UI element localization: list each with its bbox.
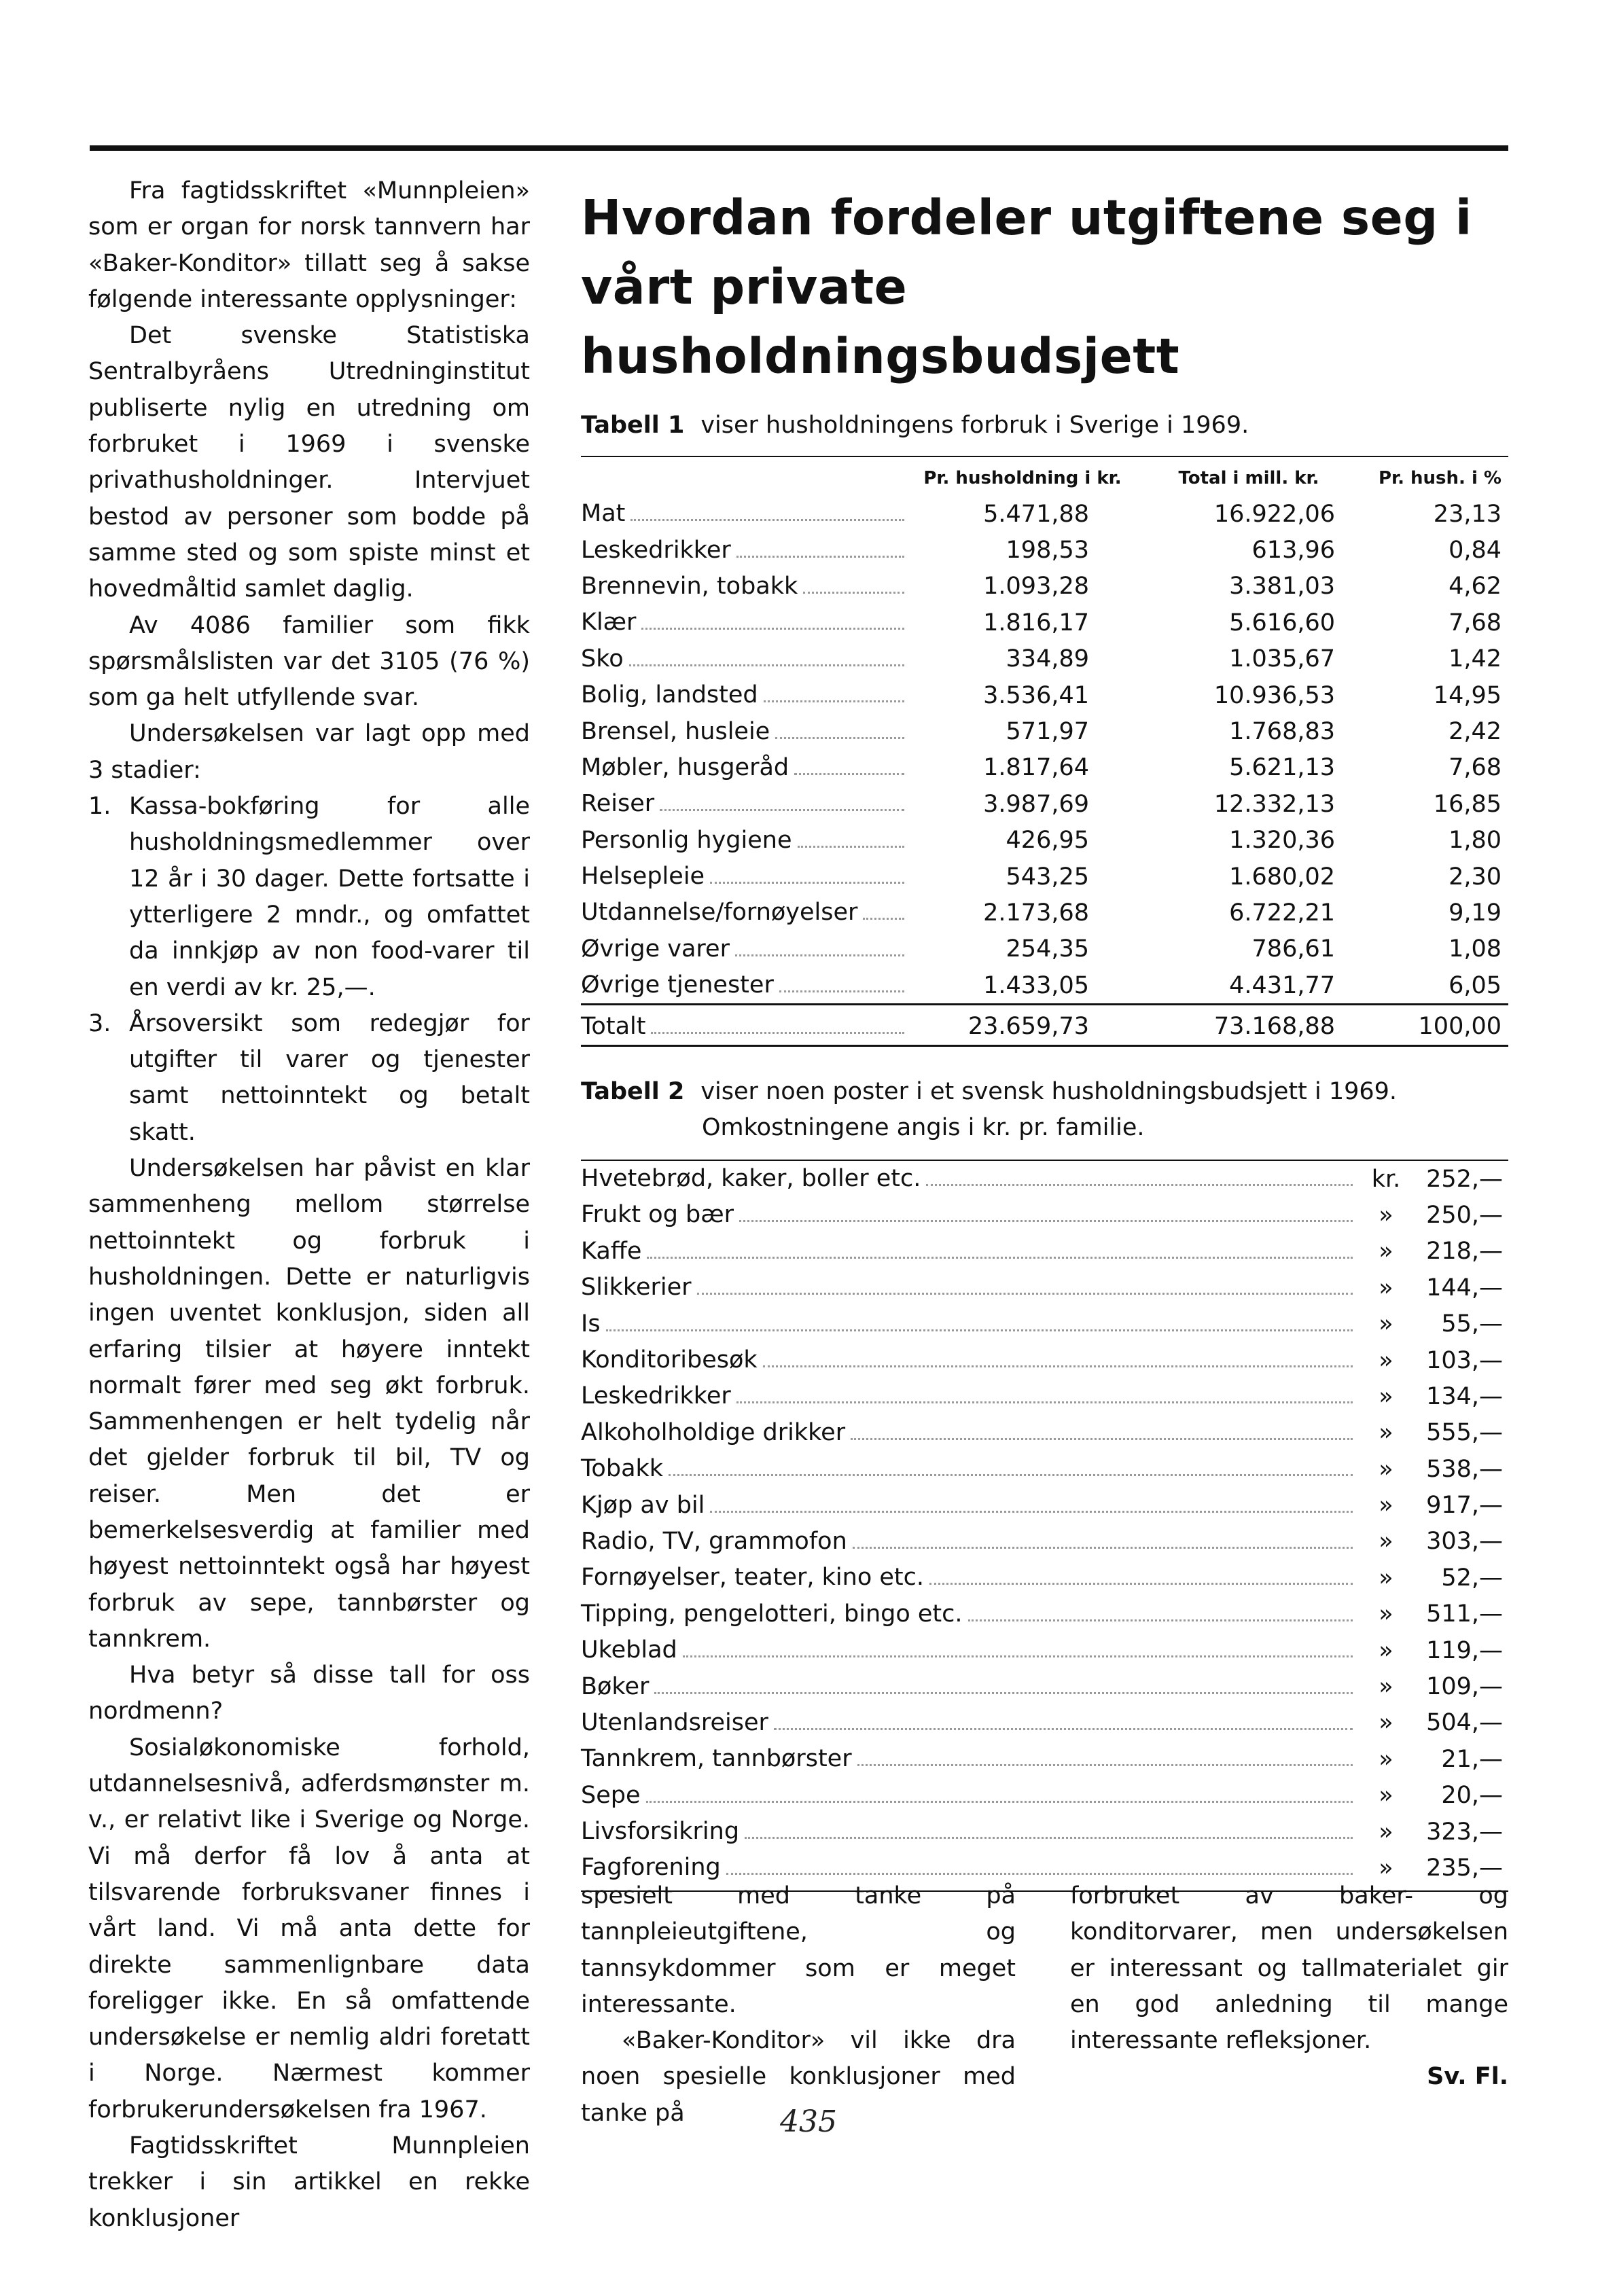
table1-label: Tabell 1 [581,412,685,439]
cell-currency: » [1379,1419,1393,1447]
article-headline: Hvordan fordeler utgiftene seg i vårt private husholdningsbudsjett [581,190,1472,384]
row-label: Møbler, husgeråd [581,753,789,781]
table-row [581,641,1508,677]
cell-amount: 511,— [1426,1600,1503,1628]
row-label: Utenlandsreiser [581,1708,768,1736]
table-row [581,823,1508,859]
row-label: Brennevin, tobakk [581,572,798,600]
cell-pct: 23,13 [1433,500,1502,528]
row-label: Bolig, landsted [581,681,758,709]
row-label: Brensel, husleie [581,717,770,745]
cell-amount: 252,— [1426,1165,1503,1193]
table-row [581,1560,1508,1596]
cell-pr-hush: 1.816,17 [983,609,1089,636]
cell-total: 4.431,77 [1229,971,1335,999]
cell-currency: » [1379,1782,1393,1810]
cell-pr-hush: 571,97 [1006,718,1089,746]
row-label: Klær [581,609,637,636]
cell-total: 1.680,02 [1229,863,1335,891]
row-label: Øvrige varer [581,935,730,963]
paragraph: Fagtidsskriftet Munnpleien trekker i sin artikkel en rekke konklusjoner [88,2132,530,2232]
row-label: Tannkrem, tannbørster [581,1745,852,1773]
table-row [581,1632,1508,1668]
table-row [581,1524,1508,1560]
cell-amount: 218,— [1426,1238,1503,1266]
list-item [88,1006,530,1151]
paragraph: Det svenske Statistiska Sentralbyråens Utredninginstitut publiserte nylig en utredning om forbruket i 1969 i svenske privathusholdninger. Intervjuet bestod av personer som bodde på samme sted og som spiste minst et hovedmåltid samlet daglig. [88,322,530,603]
cell-currency: » [1379,1455,1393,1483]
cell-total: 1.320,36 [1229,827,1335,855]
total-pct: 100,00 [1418,1013,1502,1041]
cell-currency: » [1379,1346,1393,1374]
budget-items-table [581,1161,1508,1886]
cell-pr-hush: 254,35 [1006,935,1089,963]
cell-pr-hush: 1.817,64 [983,754,1089,782]
cell-pr-hush: 1.093,28 [983,573,1089,600]
cell-amount: 52,— [1441,1564,1503,1592]
cell-pct: 9,19 [1449,899,1502,927]
cell-total: 16.922,06 [1213,500,1335,528]
list-number: 1. [88,793,111,821]
table-row [581,1814,1508,1850]
cell-pct: 14,95 [1433,681,1502,709]
table2-caption [581,1074,1508,1146]
cell-currency: » [1379,1274,1393,1302]
table2-label: Tabell 2 [581,1077,685,1105]
row-label: Alkoholholdige drikker [581,1418,846,1446]
row-label: Bøker [581,1672,650,1700]
row-label: Hvetebrød, kaker, boller etc. [581,1165,921,1193]
row-label: Fagforening [581,1854,721,1882]
paragraph: Hva betyr så disse tall for oss nordmenn? [88,1662,530,1725]
paragraph: Sosialøkonomiske forhold, utdannelsesnivå, adferdsmønster m. v., er relativt like i Sverige og Norge. Vi må derfor få lov å anta at tilsvarende forbruksvaner finnes i vårt land. Vi må anta dette for direkte sammenlignbare data foreligger ikke. En så omfattende undersøkelse er nemlig aldri foretatt i Norge. Nærmest kommer forbrukerundersøkelsen fra 1967. [88,1734,530,2123]
row-label: Sepe [581,1781,641,1809]
cell-pct: 6,05 [1449,971,1502,999]
row-label: Tipping, pengelotteri, bingo etc. [581,1600,963,1628]
cell-pct: 7,68 [1449,754,1502,782]
consumption-table-body [581,496,1508,1003]
table-row [581,1596,1508,1632]
cell-pr-hush: 5.471,88 [983,500,1089,528]
cell-amount: 504,— [1426,1709,1503,1737]
cell-amount: 119,— [1426,1636,1503,1664]
budget-items-body [581,1161,1508,1886]
consumption-table [581,457,1508,1003]
row-label: Personlig hygiene [581,826,792,854]
cell-amount: 144,— [1426,1274,1503,1302]
table-row [581,1270,1508,1306]
cell-amount: 555,— [1426,1419,1503,1447]
cell-amount: 21,— [1441,1745,1503,1773]
row-label: Helsepleie [581,863,705,891]
cell-currency: » [1379,1745,1393,1773]
table-header-row [581,457,1508,496]
cell-currency: kr. [1371,1165,1401,1193]
intro-paragraph: Fra fagtidsskriftet «Munnpleien» som er organ for norsk tannvern har «Baker-Konditor» tillatt seg å sakse følgende interessante opplysninger: [88,177,530,313]
cell-currency: » [1379,1818,1393,1846]
cell-pct: 1,42 [1449,645,1502,673]
table2-caption-sub: Omkostningene angis i kr. pr. familie. [702,1113,1145,1141]
total-label: Totalt [581,1012,646,1040]
table-row [581,677,1508,713]
cell-amount: 917,— [1426,1492,1503,1520]
right-bottom-column [1070,1878,1508,2096]
row-label: Leskedrikker [581,1382,731,1410]
table1-caption [581,408,1508,444]
cell-total: 5.616,60 [1229,609,1335,636]
stages-list [88,789,530,1151]
cell-currency: » [1379,1600,1393,1628]
right-column [581,183,1508,1892]
row-label: Radio, TV, grammofon [581,1527,847,1555]
cell-pct: 0,84 [1449,537,1502,564]
row-label: Slikkerier [581,1274,692,1302]
table-row [581,1705,1508,1741]
cell-currency: » [1379,1238,1393,1266]
cell-amount: 250,— [1426,1201,1503,1229]
cell-pct: 7,68 [1449,609,1502,636]
cell-total: 3.381,03 [1229,573,1335,600]
cell-amount: 303,— [1426,1528,1503,1556]
cell-pr-hush: 2.173,68 [983,899,1089,927]
cell-amount: 134,— [1426,1382,1503,1410]
column-header: Pr. husholdning i kr. [923,468,1122,488]
table-row [581,1197,1508,1233]
cell-amount: 109,— [1426,1673,1503,1701]
table-row [581,1668,1508,1704]
row-label: Mat [581,500,626,528]
list-text: Årsoversikt som redegjør for utgifter til varer og tjenester samt nettoinntekt og betalt skatt. [129,1009,530,1146]
consumption-total [581,1005,1508,1044]
cell-total: 6.722,21 [1229,899,1335,927]
row-label: Reiser [581,790,655,818]
cell-amount: 323,— [1426,1818,1503,1846]
cell-currency: » [1379,1310,1393,1338]
table-row [581,1778,1508,1814]
top-rule [90,145,1508,151]
cell-pct: 1,80 [1449,827,1502,855]
cell-pct: 2,30 [1449,863,1502,891]
row-label: Konditoribesøk [581,1346,758,1374]
list-item [88,789,530,1006]
cell-total: 613,96 [1251,537,1335,564]
cell-pr-hush: 543,25 [1006,863,1089,891]
total-total: 73.168,88 [1213,1013,1335,1041]
table-row [581,532,1508,568]
table-row [581,1342,1508,1378]
cell-pct: 1,08 [1449,935,1502,963]
row-label: Frukt og bær [581,1201,734,1229]
left-column [88,173,530,2237]
row-label: Tobakk [581,1455,664,1483]
cell-amount: 103,— [1426,1346,1503,1374]
paragraph: Undersøkelsen var lagt opp med 3 stadier: [88,720,530,784]
list-number: 3. [88,1009,111,1037]
table-row [581,1306,1508,1342]
row-label: Utdannelse/fornøyelser [581,899,858,927]
table-row [581,1378,1508,1414]
cell-pct: 2,42 [1449,718,1502,746]
row-label: Sko [581,645,624,672]
cell-currency: » [1379,1492,1393,1520]
paragraph: spesielt med tanke på tannpleieutgiftene, og tannsykdommer som er meget interessante. [581,1882,1016,2018]
table-row [581,931,1508,967]
table1-bottom-rule [581,1045,1508,1047]
middle-bottom-column [581,1878,1016,2132]
table-row [581,569,1508,605]
paragraph: forbruket av baker- og konditorvarer, men undersøkelsen er interessant og tallmaterialet gir en god anledning til mange interessante refleksjoner. [1070,1882,1508,2055]
row-label: Ukeblad [581,1636,677,1664]
cell-total: 12.332,13 [1213,790,1335,818]
table-row [581,1415,1508,1451]
table-row [581,1741,1508,1777]
table-row [581,605,1508,641]
table2-caption-text: viser noen poster i et svensk husholdningsbudsjett i 1969. [700,1077,1398,1105]
row-label: Øvrige tjenester [581,971,774,999]
column-header: Pr. hush. i % [1378,468,1502,488]
table-row [581,859,1508,895]
cell-total: 1.768,83 [1229,718,1335,746]
table-row [581,1451,1508,1487]
cell-pct: 16,85 [1433,790,1502,818]
cell-pr-hush: 334,89 [1006,645,1089,673]
table1-caption-text: viser husholdningens forbruk i Sverige i 1969. [700,412,1249,439]
cell-pct: 4,62 [1449,573,1502,600]
row-label: Leskedrikker [581,536,731,564]
cell-currency: » [1379,1636,1393,1664]
page-number: 435 [780,2104,837,2139]
table-row [581,967,1508,1003]
table-row [581,1161,1508,1197]
author-signature: Sv. Fl. [1427,2063,1508,2091]
column-header: Total i mill. kr. [1178,468,1319,488]
list-text: Kassa-bokføring for alle husholdningsmedlemmer over 12 år i 30 dager. Dette fortsatte i ytterligere 2 mndr., og omfattet da innkjøp av non food-varer til en verdi av kr. 25,—. [129,793,530,1001]
cell-amount: 538,— [1426,1455,1503,1483]
cell-currency: » [1379,1564,1393,1592]
total-pr-hush: 23.659,73 [967,1013,1089,1041]
cell-pr-hush: 3.987,69 [983,790,1089,818]
paragraph: «Baker-Konditor» vil ikke dra noen spesielle konklusjoner med tanke på [581,2027,1016,2127]
cell-pr-hush: 1.433,05 [983,971,1089,999]
cell-total: 786,61 [1251,935,1335,963]
table-row [581,750,1508,786]
cell-total: 10.936,53 [1213,681,1335,709]
row-label: Kjøp av bil [581,1491,705,1519]
cell-amount: 55,— [1441,1310,1503,1338]
cell-currency: » [1379,1673,1393,1701]
total-row [581,1005,1508,1044]
cell-currency: » [1379,1528,1393,1556]
cell-pr-hush: 426,95 [1006,827,1089,855]
cell-currency: » [1379,1854,1393,1882]
cell-pr-hush: 3.536,41 [983,681,1089,709]
row-label: Kaffe [581,1237,642,1265]
cell-amount: 235,— [1426,1854,1503,1882]
row-label: Livsforsikring [581,1818,740,1846]
cell-total: 1.035,67 [1229,645,1335,673]
table-row [581,713,1508,749]
table-row [581,895,1508,931]
paragraph: Av 4086 familier som fikk spørsmålslisten var det 3105 (76 %) som ga helt utfyllende svar. [88,611,530,712]
table-row [581,786,1508,822]
cell-currency: » [1379,1709,1393,1737]
table-row [581,496,1508,532]
cell-total: 5.621,13 [1229,754,1335,782]
cell-amount: 20,— [1441,1782,1503,1810]
paragraph: Undersøkelsen har påvist en klar sammenheng mellom størrelse nettoinntekt og forbruk i husholdningen. Dette er naturligvis ingen uventet konklusjon, siden all erfaring tilsier at høyere inntekt normalt fører med seg økt forbruk. Sammenhengen er helt tydelig når det gjelder forbruk til bil, TV og reiser. Men det er bemerkelsesverdig at familier med høyest nettoinntekt også har høyest forbruk av sepe, tannbørster og tannkrem. [88,1155,530,1653]
table-row [581,1487,1508,1523]
cell-currency: » [1379,1201,1393,1229]
row-label: Is [581,1310,601,1338]
cell-pr-hush: 198,53 [1006,537,1089,564]
cell-currency: » [1379,1382,1393,1410]
row-label: Fornøyelser, teater, kino etc. [581,1564,924,1592]
table-row [581,1234,1508,1270]
